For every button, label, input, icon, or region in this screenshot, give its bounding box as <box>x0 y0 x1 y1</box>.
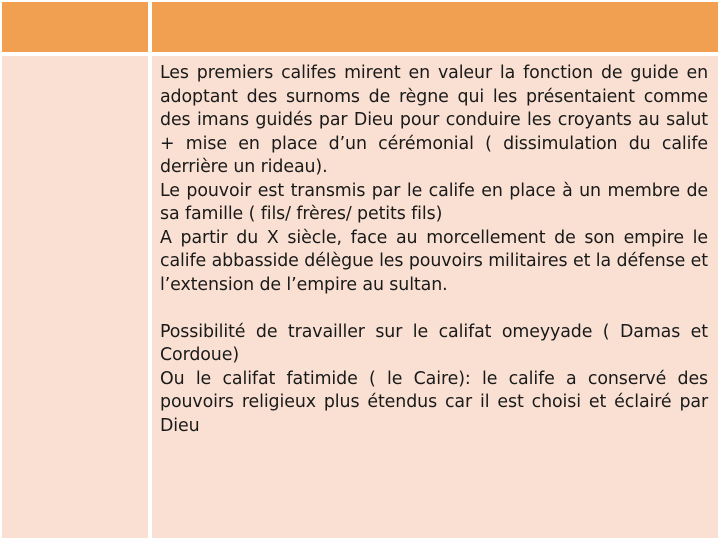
body-cell-left <box>0 54 150 540</box>
paragraph-power-transmission: Le pouvoir est transmis par le calife en place à un membre de sa famille ( fils/ frères/ petits fils) <box>160 180 708 224</box>
header-cell-right <box>150 0 720 54</box>
paragraph-spacer <box>160 297 708 321</box>
paragraph-omeyyade: Possibilité de travailler sur le califat omeyyade ( Damas et Cordoue) <box>160 321 708 365</box>
paragraph-sultan-delegation: A partir du X siècle, face au morcellement de son empire le calife abbasside délègue les pouvoirs militaires et la défense et l’extension de l’empire au sultan. <box>160 227 708 295</box>
paragraph-fatimide: Ou le califat fatimide ( le Caire): le calife a conservé des pouvoirs religieux plus étendus car il est choisi et éclairé par Dieu <box>160 368 708 436</box>
body-cell-text <box>150 54 720 540</box>
paragraph-caliph-guides: Les premiers califes mirent en valeur la fonction de guide en adoptant des surnoms de règne qui les présentaient comme des imans guidés par Dieu pour conduire les croyants au salut + mise en place d’un cérémonial ( dissimulation du calife derrière un rideau). <box>160 63 708 177</box>
header-cell-left <box>0 0 150 54</box>
